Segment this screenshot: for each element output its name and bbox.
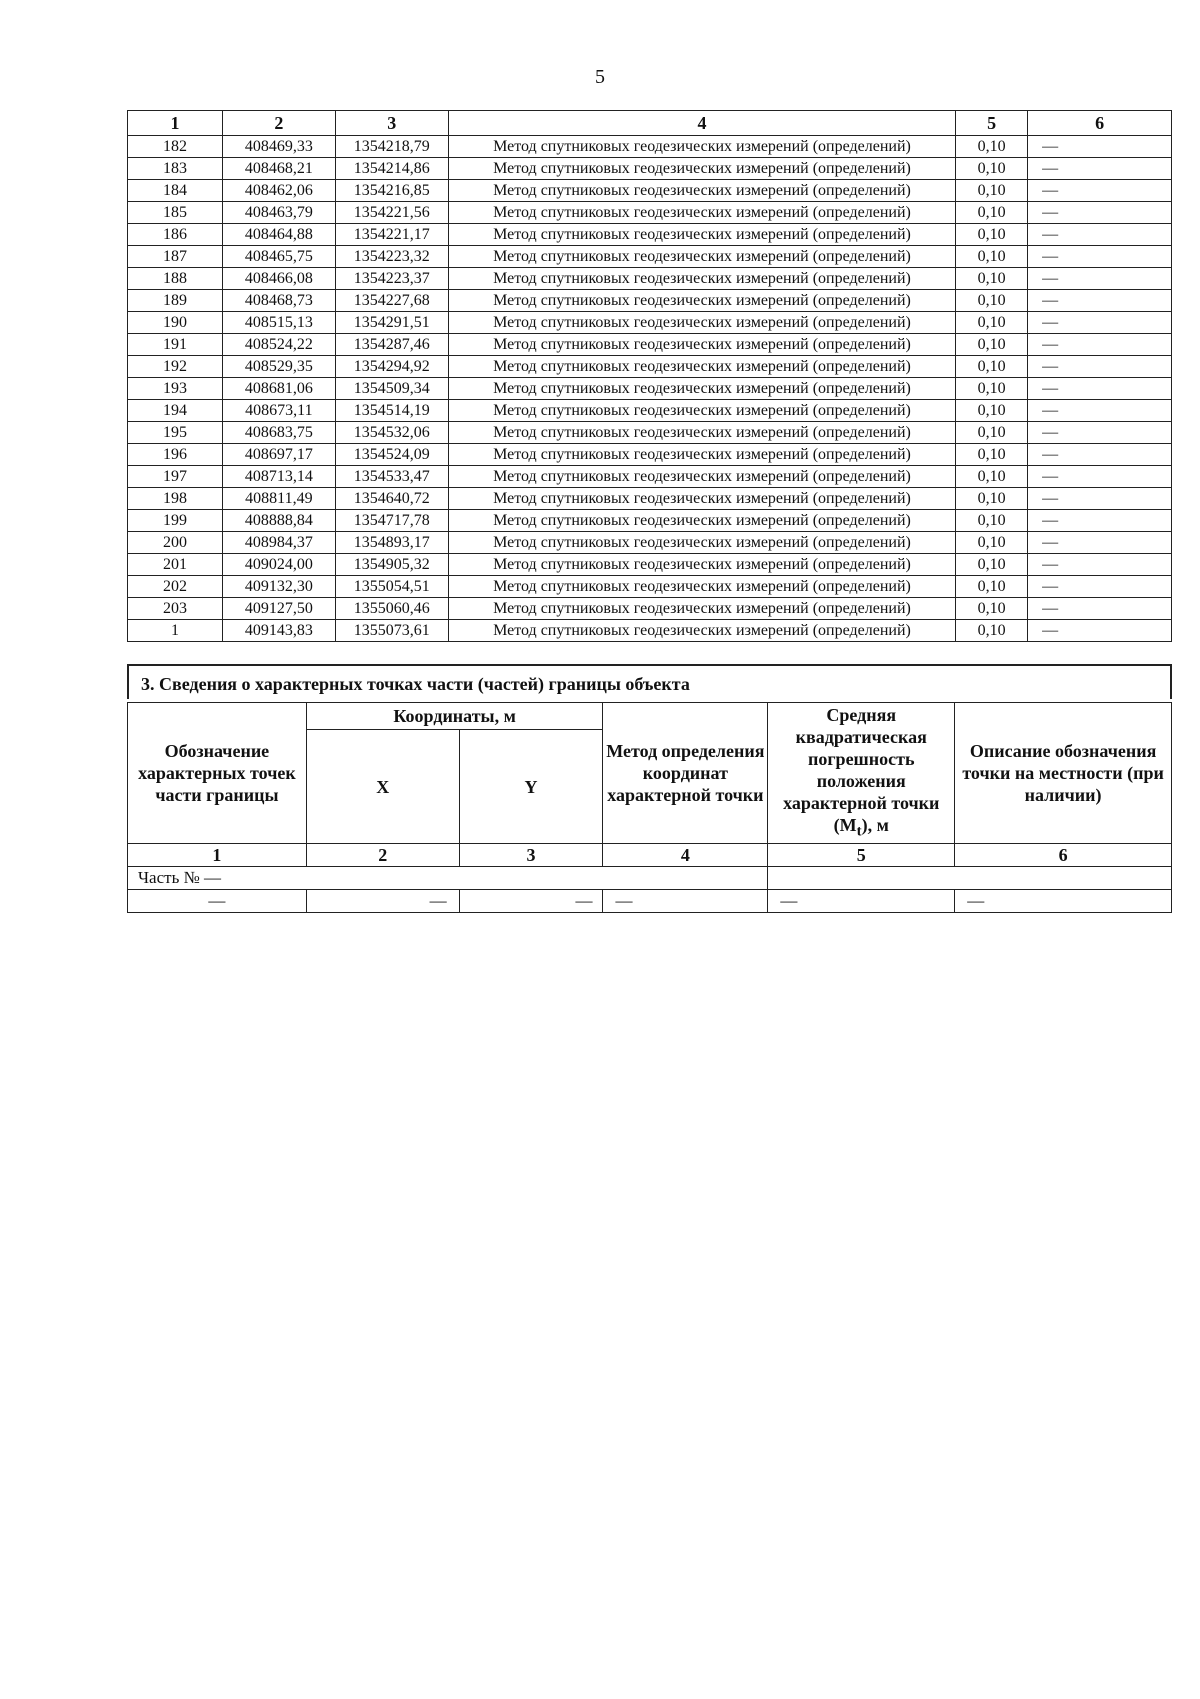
accuracy-cell: 0,10 bbox=[956, 334, 1028, 356]
method-cell: Метод спутниковых геодезических измерений (определений) bbox=[448, 620, 955, 642]
y-coordinate-cell: 1354533,47 bbox=[335, 466, 448, 488]
x-coordinate-cell: 408463,79 bbox=[222, 202, 335, 224]
table-row bbox=[128, 180, 1172, 202]
x-coordinate-cell: 408529,35 bbox=[222, 356, 335, 378]
point-number-cell: 202 bbox=[128, 576, 223, 598]
description-cell: — bbox=[1028, 224, 1172, 246]
y-coordinate-cell: 1354524,09 bbox=[335, 444, 448, 466]
number-cell: 1 bbox=[128, 844, 307, 867]
x-coordinate-cell: 408515,13 bbox=[222, 312, 335, 334]
point-number-cell: 200 bbox=[128, 532, 223, 554]
table-row bbox=[128, 158, 1172, 180]
method-cell: Метод спутниковых геодезических измерений (определений) bbox=[448, 466, 955, 488]
x-coordinate-cell: 408465,75 bbox=[222, 246, 335, 268]
description-cell: — bbox=[1028, 466, 1172, 488]
method-cell: Метод спутниковых геодезических измерений (определений) bbox=[448, 290, 955, 312]
number-cell: 3 bbox=[459, 844, 603, 867]
header-cell: 5 bbox=[956, 111, 1028, 136]
x-coordinate-cell: 409127,50 bbox=[222, 598, 335, 620]
number-cell: 2 bbox=[306, 844, 459, 867]
accuracy-cell: 0,10 bbox=[956, 620, 1028, 642]
header-point-designation: Обозначение характерных точек части границы bbox=[128, 703, 307, 844]
table-row bbox=[128, 532, 1172, 554]
point-number-cell: 188 bbox=[128, 268, 223, 290]
header-accuracy bbox=[768, 703, 955, 844]
y-coordinate-cell: 1354532,06 bbox=[335, 422, 448, 444]
point-number-cell: 195 bbox=[128, 422, 223, 444]
header-description: Описание обозначения точки на местности (при наличии) bbox=[955, 703, 1172, 844]
header-y: Y bbox=[459, 730, 603, 844]
accuracy-cell: 0,10 bbox=[956, 510, 1028, 532]
header-cell: 4 bbox=[448, 111, 955, 136]
table-row bbox=[128, 334, 1172, 356]
y-coordinate-cell: 1355054,51 bbox=[335, 576, 448, 598]
table-cell: — bbox=[768, 890, 955, 913]
section-3-title: 3. Сведения о характерных точках части (частей) границы объекта bbox=[141, 674, 690, 694]
accuracy-cell: 0,10 bbox=[956, 444, 1028, 466]
description-cell: — bbox=[1028, 268, 1172, 290]
table-row bbox=[128, 378, 1172, 400]
y-coordinate-cell: 1354640,72 bbox=[335, 488, 448, 510]
number-cell: 5 bbox=[768, 844, 955, 867]
description-cell: — bbox=[1028, 180, 1172, 202]
description-cell: — bbox=[1028, 378, 1172, 400]
point-number-cell: 183 bbox=[128, 158, 223, 180]
description-cell: — bbox=[1028, 312, 1172, 334]
accuracy-cell: 0,10 bbox=[956, 400, 1028, 422]
accuracy-cell: 0,10 bbox=[956, 598, 1028, 620]
method-cell: Метод спутниковых геодезических измерений (определений) bbox=[448, 246, 955, 268]
description-cell: — bbox=[1028, 334, 1172, 356]
table-row bbox=[128, 246, 1172, 268]
table-row bbox=[128, 312, 1172, 334]
accuracy-cell: 0,10 bbox=[956, 554, 1028, 576]
y-coordinate-cell: 1354216,85 bbox=[335, 180, 448, 202]
point-number-cell: 190 bbox=[128, 312, 223, 334]
table-cell: — bbox=[603, 890, 768, 913]
description-cell: — bbox=[1028, 444, 1172, 466]
x-coordinate-cell: 408469,33 bbox=[222, 136, 335, 158]
x-coordinate-cell: 409024,00 bbox=[222, 554, 335, 576]
header-accuracy-subscript: t bbox=[856, 823, 862, 840]
method-cell: Метод спутниковых геодезических измерений (определений) bbox=[448, 576, 955, 598]
number-cell: 6 bbox=[955, 844, 1172, 867]
description-cell: — bbox=[1028, 158, 1172, 180]
y-coordinate-cell: 1355060,46 bbox=[335, 598, 448, 620]
accuracy-cell: 0,10 bbox=[956, 202, 1028, 224]
method-cell: Метод спутниковых геодезических измерений (определений) bbox=[448, 312, 955, 334]
method-cell: Метод спутниковых геодезических измерений (определений) bbox=[448, 334, 955, 356]
accuracy-cell: 0,10 bbox=[956, 356, 1028, 378]
point-number-cell: 194 bbox=[128, 400, 223, 422]
description-cell: — bbox=[1028, 400, 1172, 422]
method-cell: Метод спутниковых геодезических измерений (определений) bbox=[448, 268, 955, 290]
part-label-row bbox=[128, 867, 1172, 890]
method-cell: Метод спутниковых геодезических измерений (определений) bbox=[448, 510, 955, 532]
point-number-cell: 182 bbox=[128, 136, 223, 158]
header-cell: 1 bbox=[128, 111, 223, 136]
y-coordinate-cell: 1354905,32 bbox=[335, 554, 448, 576]
method-cell: Метод спутниковых геодезических измерений (определений) bbox=[448, 180, 955, 202]
accuracy-cell: 0,10 bbox=[956, 576, 1028, 598]
accuracy-cell: 0,10 bbox=[956, 312, 1028, 334]
method-cell: Метод спутниковых геодезических измерений (определений) bbox=[448, 488, 955, 510]
point-number-cell: 191 bbox=[128, 334, 223, 356]
method-cell: Метод спутниковых геодезических измерений (определений) bbox=[448, 444, 955, 466]
description-cell: — bbox=[1028, 554, 1172, 576]
table-row bbox=[128, 598, 1172, 620]
accuracy-cell: 0,10 bbox=[956, 378, 1028, 400]
accuracy-cell: 0,10 bbox=[956, 246, 1028, 268]
method-cell: Метод спутниковых геодезических измерений (определений) bbox=[448, 202, 955, 224]
x-coordinate-cell: 408984,37 bbox=[222, 532, 335, 554]
point-number-cell: 198 bbox=[128, 488, 223, 510]
accuracy-cell: 0,10 bbox=[956, 180, 1028, 202]
table-row bbox=[128, 444, 1172, 466]
description-cell: — bbox=[1028, 576, 1172, 598]
table-row bbox=[128, 890, 1172, 913]
point-number-cell: 1 bbox=[128, 620, 223, 642]
method-cell: Метод спутниковых геодезических измерений (определений) bbox=[448, 400, 955, 422]
accuracy-cell: 0,10 bbox=[956, 488, 1028, 510]
accuracy-cell: 0,10 bbox=[956, 268, 1028, 290]
header-accuracy-unit: ), м bbox=[861, 814, 889, 835]
method-cell: Метод спутниковых геодезических измерений (определений) bbox=[448, 158, 955, 180]
accuracy-cell: 0,10 bbox=[956, 532, 1028, 554]
method-cell: Метод спутниковых геодезических измерений (определений) bbox=[448, 598, 955, 620]
table-row bbox=[128, 510, 1172, 532]
table-row bbox=[128, 400, 1172, 422]
y-coordinate-cell: 1355073,61 bbox=[335, 620, 448, 642]
method-cell: Метод спутниковых геодезических измерений (определений) bbox=[448, 224, 955, 246]
x-coordinate-cell: 408697,17 bbox=[222, 444, 335, 466]
point-number-cell: 192 bbox=[128, 356, 223, 378]
point-number-cell: 193 bbox=[128, 378, 223, 400]
description-cell: — bbox=[1028, 598, 1172, 620]
point-number-cell: 196 bbox=[128, 444, 223, 466]
x-coordinate-cell: 409143,83 bbox=[222, 620, 335, 642]
y-coordinate-cell: 1354223,37 bbox=[335, 268, 448, 290]
x-coordinate-cell: 408468,73 bbox=[222, 290, 335, 312]
method-cell: Метод спутниковых геодезических измерений (определений) bbox=[448, 356, 955, 378]
table-row bbox=[128, 466, 1172, 488]
y-coordinate-cell: 1354227,68 bbox=[335, 290, 448, 312]
header-cell: 3 bbox=[335, 111, 448, 136]
table-row bbox=[128, 136, 1172, 158]
y-coordinate-cell: 1354893,17 bbox=[335, 532, 448, 554]
point-number-cell: 203 bbox=[128, 598, 223, 620]
point-number-cell: 189 bbox=[128, 290, 223, 312]
table-row bbox=[128, 268, 1172, 290]
y-coordinate-cell: 1354287,46 bbox=[335, 334, 448, 356]
x-coordinate-cell: 409132,30 bbox=[222, 576, 335, 598]
x-coordinate-cell: 408683,75 bbox=[222, 422, 335, 444]
table-number-row bbox=[128, 844, 1172, 867]
point-number-cell: 197 bbox=[128, 466, 223, 488]
table-row bbox=[128, 620, 1172, 642]
accuracy-cell: 0,10 bbox=[956, 290, 1028, 312]
accuracy-cell: 0,10 bbox=[956, 224, 1028, 246]
table-row bbox=[128, 224, 1172, 246]
point-number-cell: 199 bbox=[128, 510, 223, 532]
coordinates-table bbox=[127, 110, 1172, 642]
table-header-row bbox=[128, 703, 1172, 730]
description-cell: — bbox=[1028, 532, 1172, 554]
y-coordinate-cell: 1354514,19 bbox=[335, 400, 448, 422]
header-cell: 2 bbox=[222, 111, 335, 136]
x-coordinate-cell: 408888,84 bbox=[222, 510, 335, 532]
description-cell: — bbox=[1028, 136, 1172, 158]
table-row bbox=[128, 422, 1172, 444]
part-points-table bbox=[127, 702, 1172, 913]
description-cell: — bbox=[1028, 620, 1172, 642]
description-cell: — bbox=[1028, 488, 1172, 510]
header-cell: 6 bbox=[1028, 111, 1172, 136]
accuracy-cell: 0,10 bbox=[956, 466, 1028, 488]
y-coordinate-cell: 1354221,56 bbox=[335, 202, 448, 224]
point-number-cell: 185 bbox=[128, 202, 223, 224]
method-cell: Метод спутниковых геодезических измерений (определений) bbox=[448, 136, 955, 158]
header-accuracy-text: Средняя квадратическая погрешность положения характерной точки (M bbox=[783, 704, 940, 835]
page-number: 5 bbox=[595, 66, 605, 88]
x-coordinate-cell: 408713,14 bbox=[222, 466, 335, 488]
description-cell: — bbox=[1028, 422, 1172, 444]
part-label: Часть № — bbox=[128, 867, 768, 890]
table-row bbox=[128, 576, 1172, 598]
y-coordinate-cell: 1354717,78 bbox=[335, 510, 448, 532]
method-cell: Метод спутниковых геодезических измерений (определений) bbox=[448, 378, 955, 400]
table-cell: — bbox=[459, 890, 603, 913]
table-row bbox=[128, 356, 1172, 378]
y-coordinate-cell: 1354291,51 bbox=[335, 312, 448, 334]
table-header-row bbox=[128, 111, 1172, 136]
x-coordinate-cell: 408468,21 bbox=[222, 158, 335, 180]
description-cell: — bbox=[1028, 356, 1172, 378]
table-row bbox=[128, 488, 1172, 510]
header-method: Метод определения координат характерной точки bbox=[603, 703, 768, 844]
point-number-cell: 201 bbox=[128, 554, 223, 576]
empty-cell bbox=[768, 867, 1172, 890]
y-coordinate-cell: 1354221,17 bbox=[335, 224, 448, 246]
accuracy-cell: 0,10 bbox=[956, 158, 1028, 180]
x-coordinate-cell: 408811,49 bbox=[222, 488, 335, 510]
point-number-cell: 186 bbox=[128, 224, 223, 246]
y-coordinate-cell: 1354214,86 bbox=[335, 158, 448, 180]
y-coordinate-cell: 1354218,79 bbox=[335, 136, 448, 158]
description-cell: — bbox=[1028, 290, 1172, 312]
x-coordinate-cell: 408462,06 bbox=[222, 180, 335, 202]
header-coordinates: Координаты, м bbox=[306, 703, 603, 730]
table-row bbox=[128, 554, 1172, 576]
description-cell: — bbox=[1028, 202, 1172, 224]
x-coordinate-cell: 408524,22 bbox=[222, 334, 335, 356]
x-coordinate-cell: 408464,88 bbox=[222, 224, 335, 246]
method-cell: Метод спутниковых геодезических измерений (определений) bbox=[448, 554, 955, 576]
accuracy-cell: 0,10 bbox=[956, 136, 1028, 158]
y-coordinate-cell: 1354294,92 bbox=[335, 356, 448, 378]
point-number-cell: 187 bbox=[128, 246, 223, 268]
description-cell: — bbox=[1028, 510, 1172, 532]
header-x: X bbox=[306, 730, 459, 844]
table-cell: — bbox=[128, 890, 307, 913]
table-row bbox=[128, 290, 1172, 312]
y-coordinate-cell: 1354509,34 bbox=[335, 378, 448, 400]
number-cell: 4 bbox=[603, 844, 768, 867]
table-cell: — bbox=[306, 890, 459, 913]
section-3-box bbox=[127, 664, 1172, 699]
point-number-cell: 184 bbox=[128, 180, 223, 202]
description-cell: — bbox=[1028, 246, 1172, 268]
y-coordinate-cell: 1354223,32 bbox=[335, 246, 448, 268]
method-cell: Метод спутниковых геодезических измерений (определений) bbox=[448, 422, 955, 444]
x-coordinate-cell: 408466,08 bbox=[222, 268, 335, 290]
method-cell: Метод спутниковых геодезических измерений (определений) bbox=[448, 532, 955, 554]
x-coordinate-cell: 408673,11 bbox=[222, 400, 335, 422]
accuracy-cell: 0,10 bbox=[956, 422, 1028, 444]
table-cell: — bbox=[955, 890, 1172, 913]
table-row bbox=[128, 202, 1172, 224]
x-coordinate-cell: 408681,06 bbox=[222, 378, 335, 400]
